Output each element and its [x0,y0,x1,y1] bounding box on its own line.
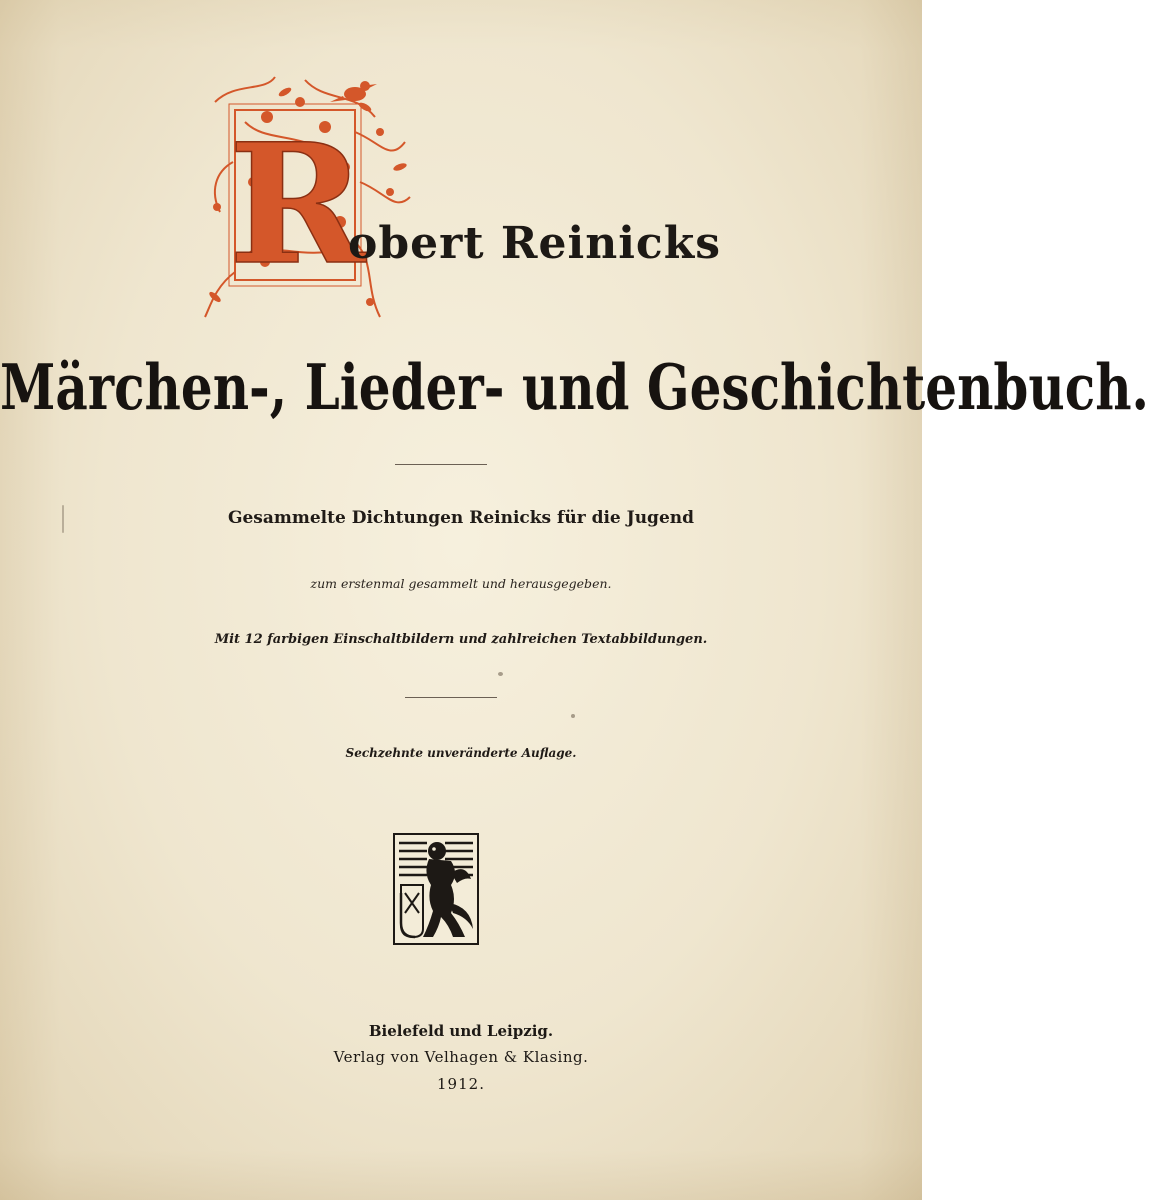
edition-note: Sechzehnte unveränderte Auflage. [345,746,577,760]
paper-speck [498,672,503,676]
publisher-name: Verlag von Velhagen & Klasing. [333,1048,589,1066]
ornamental-initial-r [205,72,415,322]
main-title: Märchen-, Lieder- und Geschichtenbuch. [0,350,1149,424]
subtitle: Gesammelte Dichtungen Reinicks für die Jugend [227,508,695,528]
publisher-lion-shield-emblem-icon [393,833,479,945]
illustrations-note: Mit 12 farbigen Einschaltbildern und zahlreichen Textabbildungen. [214,632,708,647]
divider-rule [395,464,487,465]
paper-speck [571,714,575,718]
publication-year: 1912. [437,1075,485,1093]
collection-note: zum erstenmal gesammelt und herausgegeben. [310,576,612,591]
publication-place: Bielefeld und Leipzig. [368,1022,554,1040]
initial-letter: R [228,107,366,301]
author-name: obert Reinicks [348,218,721,269]
divider-rule [405,697,497,698]
paper-speck [62,505,64,533]
